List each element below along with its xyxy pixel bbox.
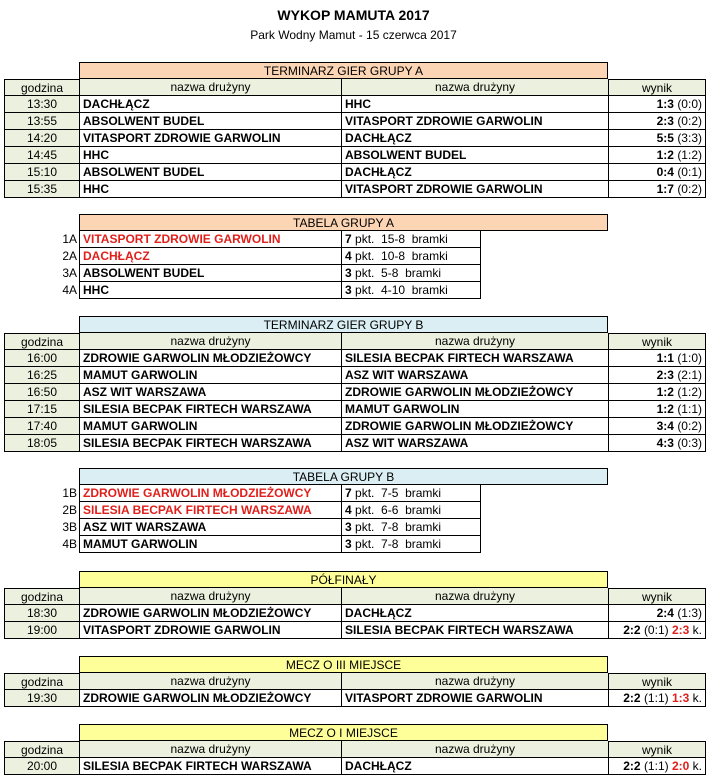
away-team: VITASPORT ZDROWIE GARWOLIN [341,181,608,198]
team-name: ABSOLWENT BUDEL [79,265,341,282]
team-name: DACHŁĄCZ [79,248,341,265]
rank-label: 1B [62,486,77,500]
match-result: 1:7 (0:2) [608,181,706,198]
team-points: 4 pkt. 10-8 bramki [341,248,481,265]
rank-label: 4A [62,283,77,297]
match-time: 14:45 [4,147,79,164]
match-time: 17:15 [4,401,79,418]
away-team: DACHŁĄCZ [341,164,608,181]
section-title: TABELA GRUPY A [79,214,608,231]
rank-label: 3B [62,520,77,534]
team-points: 3 pkt. 7-8 bramki [341,519,481,536]
col-home-header: nazwa drużyny [79,333,341,350]
home-team: VITASPORT ZDROWIE GARWOLIN [79,622,341,639]
team-points: 3 pkt. 4-10 bramki [341,282,481,299]
match-time: 15:10 [4,164,79,181]
match-result: 2:4 (1:3) [608,605,706,622]
home-team: HHC [79,147,341,164]
match-time: 18:30 [4,605,79,622]
match-result: 1:2 (1:2) [608,384,706,401]
match-time: 13:30 [4,96,79,113]
match-time: 20:00 [4,758,79,775]
match-result: 1:2 (1:1) [608,401,706,418]
col-time-header: godzina [4,673,79,690]
home-team: ASZ WIT WARSZAWA [79,384,341,401]
home-team: SILESIA BECPAK FIRTECH WARSZAWA [79,758,341,775]
match-result: 4:3 (0:3) [608,435,706,452]
away-team: DACHŁĄCZ [341,130,608,147]
match-time: 16:50 [4,384,79,401]
away-team: VITASPORT ZDROWIE GARWOLIN [341,113,608,130]
match-time: 19:00 [4,622,79,639]
away-team: HHC [341,96,608,113]
match-time: 19:30 [4,690,79,707]
match-time: 13:55 [4,113,79,130]
away-team: ABSOLWENT BUDEL [341,147,608,164]
col-away-header: nazwa drużyny [341,741,608,758]
col-result-header: wynik [608,741,706,758]
home-team: HHC [79,181,341,198]
match-time: 14:20 [4,130,79,147]
team-name: SILESIA BECPAK FIRTECH WARSZAWA [79,502,341,519]
team-name: ZDROWIE GARWOLIN MŁODZIEŻOWCY [79,485,341,502]
col-away-header: nazwa drużyny [341,79,608,96]
match-result: 3:4 (0:2) [608,418,706,435]
team-name: MAMUT GARWOLIN [79,536,341,553]
col-result-header: wynik [608,333,706,350]
match-result: 2:3 (0:2) [608,113,706,130]
page-title: WYKOP MAMUTA 2017 [277,7,430,23]
home-team: ABSOLWENT BUDEL [79,113,341,130]
away-team: ASZ WIT WARSZAWA [341,435,608,452]
section-title: TERMINARZ GIER GRUPY A [79,62,608,79]
match-result: 2:3 (2:1) [608,367,706,384]
home-team: VITASPORT ZDROWIE GARWOLIN [79,130,341,147]
rank-label: 1A [62,232,77,246]
team-points: 4 pkt. 6-6 bramki [341,502,481,519]
match-result: 1:3 (0:0) [608,96,706,113]
home-team: ZDROWIE GARWOLIN MŁODZIEŻOWCY [79,605,341,622]
home-team: SILESIA BECPAK FIRTECH WARSZAWA [79,435,341,452]
home-team: MAMUT GARWOLIN [79,367,341,384]
away-team: ZDROWIE GARWOLIN MŁODZIEŻOWCY [341,418,608,435]
col-home-header: nazwa drużyny [79,79,341,96]
home-team: SILESIA BECPAK FIRTECH WARSZAWA [79,401,341,418]
col-home-header: nazwa drużyny [79,673,341,690]
col-home-header: nazwa drużyny [79,741,341,758]
team-name: HHC [79,282,341,299]
col-time-header: godzina [4,79,79,96]
rank-label: 4B [62,537,77,551]
team-points: 3 pkt. 5-8 bramki [341,265,481,282]
match-result: 5:5 (3:3) [608,130,706,147]
rank-label: 2A [62,249,77,263]
away-team: ASZ WIT WARSZAWA [341,367,608,384]
away-team: MAMUT GARWOLIN [341,401,608,418]
match-result: 1:2 (1:2) [608,147,706,164]
away-team: ZDROWIE GARWOLIN MŁODZIEŻOWCY [341,384,608,401]
col-home-header: nazwa drużyny [79,588,341,605]
match-result: 1:1 (1:0) [608,350,706,367]
team-name: ASZ WIT WARSZAWA [79,519,341,536]
home-team: DACHŁĄCZ [79,96,341,113]
rank-label: 3A [62,266,77,280]
team-points: 7 pkt. 15-8 bramki [341,231,481,248]
away-team: SILESIA BECPAK FIRTECH WARSZAWA [341,350,608,367]
team-points: 3 pkt. 7-8 bramki [341,536,481,553]
match-time: 16:00 [4,350,79,367]
home-team: ZDROWIE GARWOLIN MŁODZIEŻOWCY [79,690,341,707]
team-name: VITASPORT ZDROWIE GARWOLIN [79,231,341,248]
section-title: TABELA GRUPY B [79,468,608,485]
away-team: SILESIA BECPAK FIRTECH WARSZAWA [341,622,608,639]
match-result: 2:2 (1:1) 2:0 k. [608,758,706,775]
match-time: 15:35 [4,181,79,198]
match-result: 0:4 (0:1) [608,164,706,181]
col-time-header: godzina [4,588,79,605]
away-team: DACHŁĄCZ [341,758,608,775]
match-time: 18:05 [4,435,79,452]
away-team: VITASPORT ZDROWIE GARWOLIN [341,690,608,707]
team-points: 7 pkt. 7-5 bramki [341,485,481,502]
col-away-header: nazwa drużyny [341,333,608,350]
section-title: MECZ O I MIEJSCE [79,724,608,741]
away-team: DACHŁĄCZ [341,605,608,622]
home-team: ABSOLWENT BUDEL [79,164,341,181]
col-result-header: wynik [608,79,706,96]
section-title: TERMINARZ GIER GRUPY B [79,316,608,333]
col-result-header: wynik [608,588,706,605]
col-result-header: wynik [608,673,706,690]
col-away-header: nazwa drużyny [341,673,608,690]
col-time-header: godzina [4,741,79,758]
section-title: PÓŁFINAŁY [79,571,608,588]
page-subtitle: Park Wodny Mamut - 15 czerwca 2017 [250,28,457,42]
home-team: MAMUT GARWOLIN [79,418,341,435]
col-time-header: godzina [4,333,79,350]
match-result: 2:2 (0:1) 2:3 k. [608,622,706,639]
rank-label: 2B [62,503,77,517]
match-time: 16:25 [4,367,79,384]
home-team: ZDROWIE GARWOLIN MŁODZIEŻOWCY [79,350,341,367]
col-away-header: nazwa drużyny [341,588,608,605]
section-title: MECZ O III MIEJSCE [79,656,608,673]
match-result: 2:2 (1:1) 1:3 k. [608,690,706,707]
match-time: 17:40 [4,418,79,435]
